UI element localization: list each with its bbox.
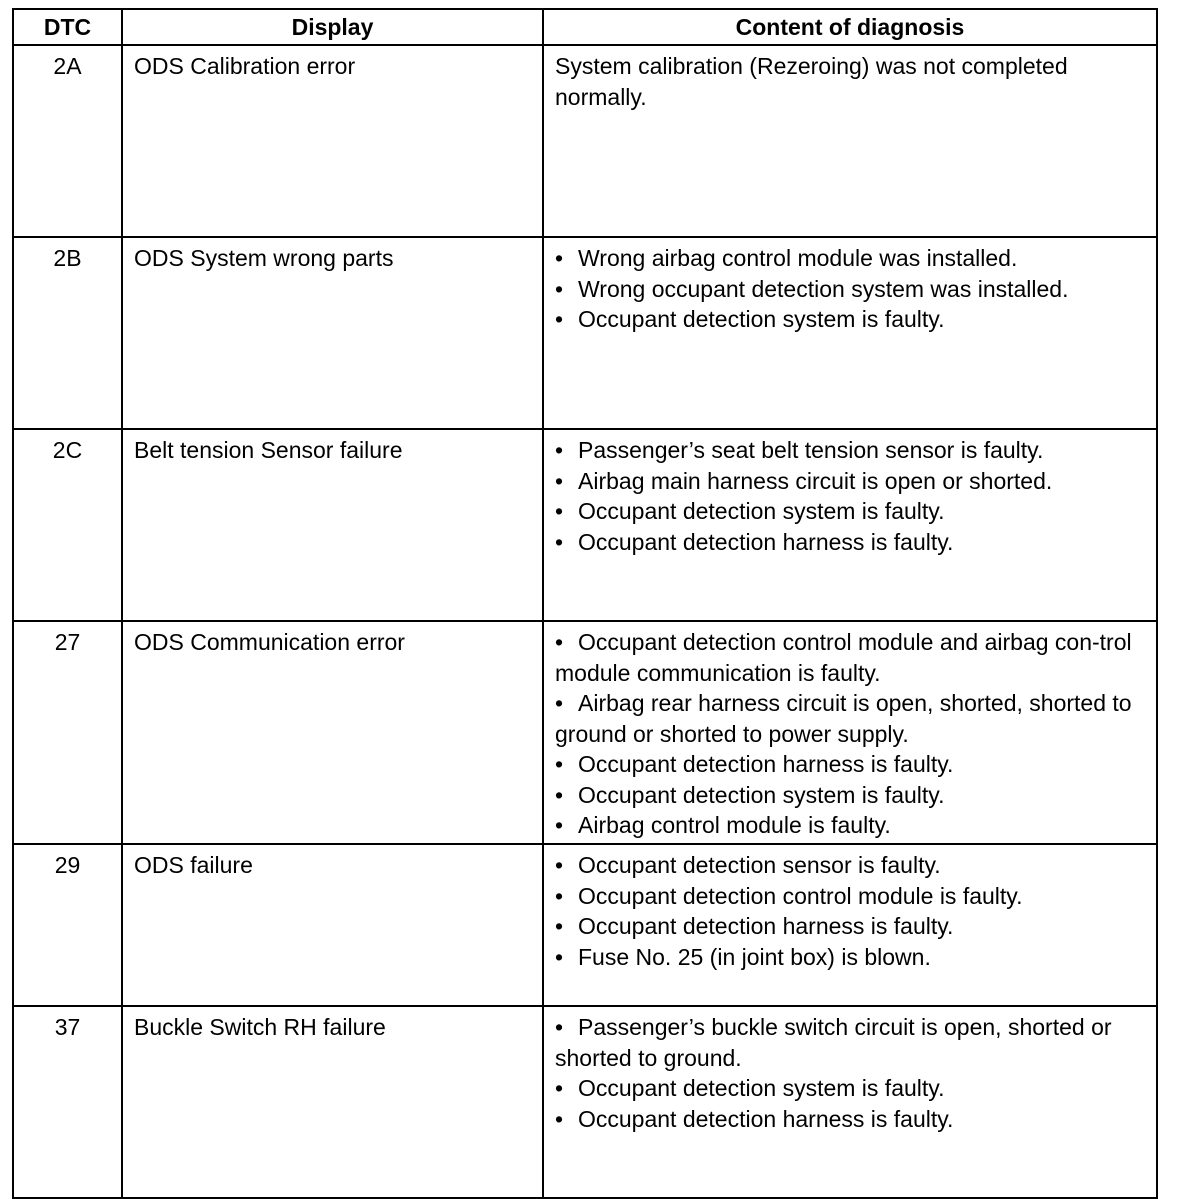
- bullet-icon: •: [555, 812, 564, 838]
- bullet-icon: •: [555, 1014, 564, 1040]
- diagnosis-bullet: • Occupant detection harness is faulty.: [555, 527, 1148, 558]
- bullet-icon: •: [555, 467, 564, 494]
- diagnosis-content: [543, 621, 1157, 844]
- dtc-code: 2B: [13, 237, 122, 429]
- table-row: [13, 844, 1157, 1006]
- display-text: ODS System wrong parts: [122, 237, 543, 429]
- diagnosis-bullet: • Occupant detection control module and airbag con-trol module communication is faulty.: [555, 629, 1132, 686]
- bullet-icon: •: [555, 690, 564, 716]
- bullet-icon: •: [555, 437, 564, 463]
- bullet-icon: •: [555, 943, 564, 970]
- table-row: [13, 45, 1157, 237]
- header-display: Display: [122, 9, 543, 45]
- diagnosis-bullet: • Occupant detection harness is faulty.: [555, 911, 1148, 942]
- diagnosis-bullet: • Occupant detection system is faulty.: [555, 1073, 1148, 1104]
- display-text: Belt tension Sensor failure: [122, 429, 543, 621]
- bullet-icon: •: [555, 245, 564, 271]
- diagnosis-bullet: • Occupant detection system is faulty.: [555, 304, 1148, 335]
- dtc-code: 2A: [13, 45, 122, 237]
- bullet-icon: •: [555, 629, 564, 655]
- diagnosis-bullet: • Occupant detection harness is faulty.: [555, 1104, 1148, 1135]
- header-row: [13, 9, 1157, 45]
- diagnosis-bullet: • Fuse No. 25 (in joint box) is blown.: [555, 942, 1148, 973]
- diagnosis-bullet: • Wrong occupant detection system was installed.: [555, 274, 1148, 305]
- display-text: ODS Calibration error: [122, 45, 543, 237]
- diagnosis-bullet: • Airbag control module is faulty.: [555, 810, 1148, 841]
- diagnosis-bullet: • Airbag rear harness circuit is open, shorted, shorted to ground or shorted to power supply.: [555, 690, 1132, 747]
- table-row: [13, 621, 1157, 844]
- diagnosis-bullet: • Occupant detection harness is faulty.: [555, 749, 1148, 780]
- bullet-icon: •: [555, 751, 564, 777]
- bullet-icon: •: [555, 781, 564, 808]
- diagnosis-bullet: • Occupant detection system is faulty.: [555, 496, 1148, 527]
- bullet-icon: •: [555, 528, 564, 555]
- table-row: [13, 429, 1157, 621]
- diagnosis-content: [543, 45, 1157, 237]
- header-content: Content of diagnosis: [543, 9, 1157, 45]
- bullet-icon: •: [555, 882, 564, 909]
- diagnosis-bullet: • Occupant detection control module is faulty.: [555, 881, 1148, 912]
- diagnosis-bullet: • Airbag main harness circuit is open or shorted.: [555, 466, 1148, 497]
- diagnosis-bullet: • Occupant detection system is faulty.: [555, 780, 1148, 811]
- table-row: [13, 237, 1157, 429]
- bullet-icon: •: [555, 913, 564, 939]
- bullet-icon: •: [555, 1075, 564, 1101]
- diagnosis-content: [543, 237, 1157, 429]
- dtc-code: 29: [13, 844, 122, 1006]
- diagnosis-content: [543, 1006, 1157, 1198]
- bullet-icon: •: [555, 498, 564, 524]
- dtc-code: 27: [13, 621, 122, 844]
- table-row: [13, 1006, 1157, 1198]
- diagnosis-bullet: • Passenger’s seat belt tension sensor is faulty.: [555, 435, 1148, 466]
- bullet-icon: •: [555, 275, 564, 302]
- diagnosis-line: System calibration (Rezeroing) was not completed normally.: [555, 53, 1068, 110]
- diagnosis-content: [543, 844, 1157, 1006]
- display-text: ODS Communication error: [122, 621, 543, 844]
- dtc-code: 2C: [13, 429, 122, 621]
- dtc-table: [12, 8, 1158, 1199]
- display-text: ODS failure: [122, 844, 543, 1006]
- bullet-icon: •: [555, 852, 564, 878]
- display-text: Buckle Switch RH failure: [122, 1006, 543, 1198]
- bullet-icon: •: [555, 306, 564, 332]
- diagnosis-bullet: • Wrong airbag control module was installed.: [555, 243, 1148, 274]
- bullet-icon: •: [555, 1105, 564, 1132]
- header-dtc: DTC: [13, 9, 122, 45]
- diagnosis-content: [543, 429, 1157, 621]
- diagnosis-bullet: • Passenger’s buckle switch circuit is open, shorted or shorted to ground.: [555, 1014, 1112, 1071]
- diagnosis-bullet: • Occupant detection sensor is faulty.: [555, 850, 1148, 881]
- dtc-code: 37: [13, 1006, 122, 1198]
